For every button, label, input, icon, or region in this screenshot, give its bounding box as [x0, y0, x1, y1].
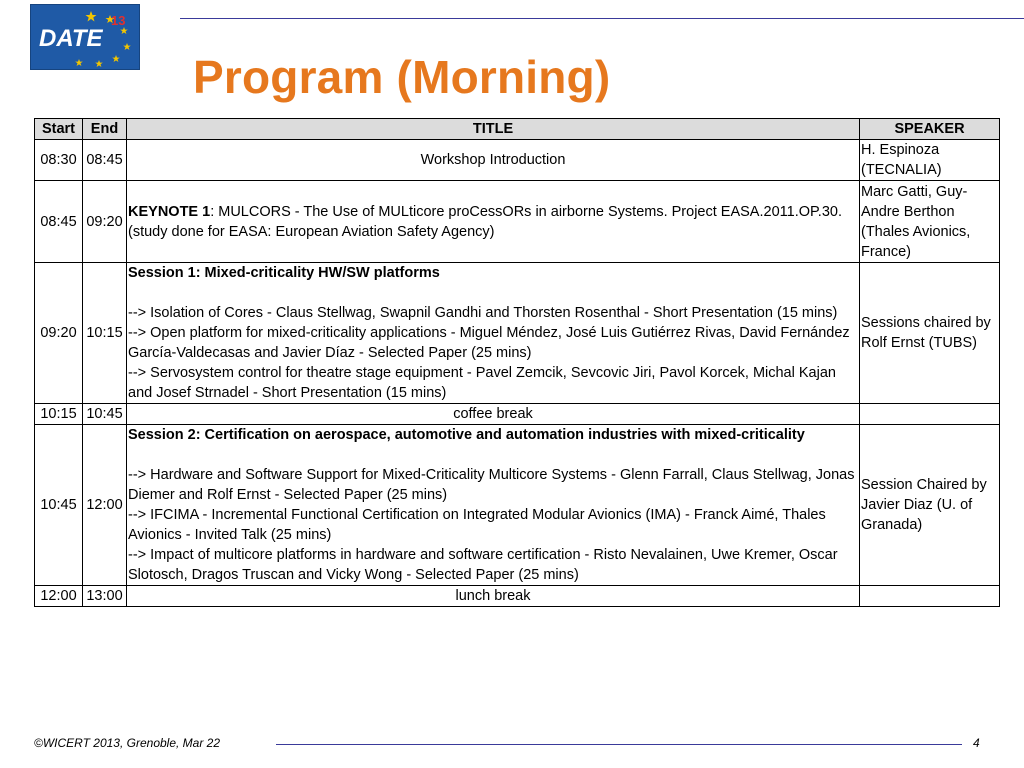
start-time: 08:45 [35, 181, 83, 263]
speaker [860, 586, 1000, 607]
session-title: lunch break [127, 586, 860, 607]
page-title: Program (Morning) [193, 51, 611, 103]
table-row [35, 140, 1000, 181]
top-divider [180, 18, 1024, 19]
logo-text: DATE [39, 25, 103, 52]
start-time: 10:45 [35, 425, 83, 586]
end-time: 10:15 [83, 263, 127, 404]
speaker [860, 404, 1000, 425]
table-row [35, 263, 1000, 404]
session-block [127, 263, 860, 404]
start-time: 12:00 [35, 586, 83, 607]
spacer [128, 445, 858, 465]
session-title: coffee break [127, 404, 860, 425]
end-time: 08:45 [83, 140, 127, 181]
talk-item: --> Servosystem control for theatre stage equipment - Pavel Zemcik, Sevcovic Jiri, Pavol Korcek, Michal Kajan and Josef Strnadel - Short Presentation (15 mins) [128, 365, 836, 401]
start-time: 08:30 [35, 140, 83, 181]
keynote-title: : MULCORS - The Use of MULticore proCessORs in airborne Systems. Project EASA.2011.OP.30. (study done for EASA: European Aviation Safety Agency) [128, 203, 842, 240]
header-speaker: SPEAKER [860, 119, 1000, 140]
spacer [128, 283, 858, 303]
logo-superscript: 13 [111, 13, 126, 28]
header-start: Start [35, 119, 83, 140]
end-time: 10:45 [83, 404, 127, 425]
header-end: End [83, 119, 127, 140]
program-table [34, 118, 1000, 607]
keynote-label: KEYNOTE 1 [128, 203, 211, 220]
talk-item: --> Isolation of Cores - Claus Stellwag, Swapnil Gandhi and Thorsten Rosenthal - Short Presentation (15 mins) [128, 305, 838, 321]
speaker: H. Espinoza (TECNALIA) [860, 140, 1000, 181]
session-block [127, 425, 860, 586]
end-time: 12:00 [83, 425, 127, 586]
header-title: TITLE [127, 119, 860, 140]
talk-item: --> Impact of multicore platforms in hardware and software certification - Risto Nevalainen, Uwe Kremer, Oscar Slotosch, Dragos Truscan and Vicky Wong - Selected Paper (25 mins) [128, 547, 838, 583]
speaker: Sessions chaired by Rolf Ernst (TUBS) [860, 263, 1000, 404]
speaker: Session Chaired by Javier Diaz (U. of Granada) [860, 425, 1000, 586]
date-logo [30, 4, 140, 70]
talk-item: --> Hardware and Software Support for Mixed-Criticality Multicore Systems - Glenn Farrall, Claus Stellwag, Jonas Diemer and Rolf Ernst - Selected Paper (25 mins) [128, 467, 855, 503]
end-time: 13:00 [83, 586, 127, 607]
session-heading: Session 1: Mixed-criticality HW/SW platforms [128, 265, 440, 281]
table-row [35, 586, 1000, 607]
end-time: 09:20 [83, 181, 127, 263]
speaker: Marc Gatti, Guy-Andre Berthon (Thales Avionics, France) [860, 181, 1000, 263]
table-row [35, 404, 1000, 425]
footer-divider [276, 744, 962, 745]
session-title [127, 181, 860, 263]
footer-text: ©WICERT 2013, Grenoble, Mar 22 [34, 736, 221, 750]
start-time: 10:15 [35, 404, 83, 425]
talk-item: --> Open platform for mixed-criticality applications - Miguel Méndez, José Luis Gutiérrez Rivas, David Fernández García-Valdecasas and Javier Díaz - Selected Paper (25 mins) [128, 325, 850, 361]
table-row [35, 425, 1000, 586]
session-title: Workshop Introduction [127, 140, 860, 181]
start-time: 09:20 [35, 263, 83, 404]
table-header-row [35, 119, 1000, 140]
page-number: 4 [973, 736, 980, 750]
table-row [35, 181, 1000, 263]
talk-item: --> IFCIMA - Incremental Functional Certification on Integrated Modular Avionics (IMA) - Franck Aimé, Thales Avionics - Invited Talk (25 mins) [128, 507, 826, 543]
session-heading: Session 2: Certification on aerospace, automotive and automation industries with mixed-criticality [128, 427, 805, 443]
